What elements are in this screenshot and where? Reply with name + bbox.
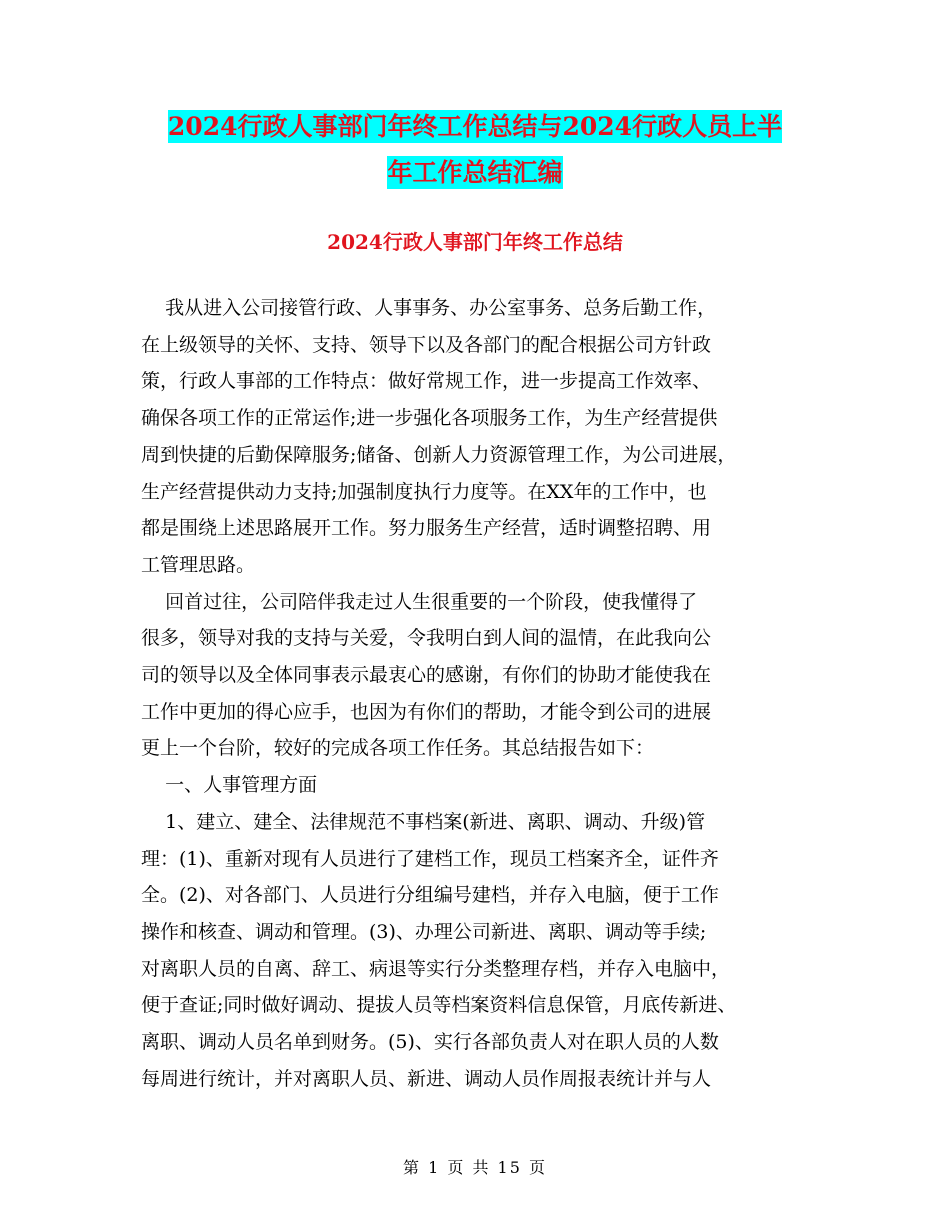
- body-line: 离职、调动人员名单到财务。(5)、实行各部负责人对在职人员的人数: [141, 1031, 719, 1053]
- document-title-line-2: 年工作总结汇编: [387, 158, 563, 187]
- body-line: 操作和核查、调动和管理。(3)、办理公司新进、离职、调动等手续;: [141, 920, 707, 943]
- body-line: 在上级领导的关怀、支持、领导下以及各部门的配合根据公司方针政: [141, 333, 712, 356]
- body-line: 工管理思路。: [141, 553, 256, 576]
- body-line: 回首过往，公司陪伴我走过人生很重要的一个阶段，使我懂得了: [141, 590, 698, 613]
- page-footer: 第 1 页 共 15 页: [403, 1158, 547, 1177]
- body-line: 都是围绕上述思路展开工作。努力服务生产经营，适时调整招聘、用: [141, 517, 712, 540]
- body-line: 确保各项工作的正常运作;进一步强化各项服务工作，为生产经营提供: [141, 407, 718, 430]
- body-line: 便于查证;同时做好调动、提拔人员等档案资料信息保管，月底传新进、: [141, 994, 737, 1017]
- body-line: 一、人事管理方面: [141, 774, 318, 797]
- body-line: 周到快捷的后勤保障服务;储备、创新人力资源管理工作，为公司进展，: [141, 443, 737, 466]
- body-line: 工作中更加的得心应手，也因为有你们的帮助，才能令到公司的进展: [141, 700, 712, 723]
- body-line: 全。(2)、对各部门、人员进行分组编号建档，并存入电脑，便于工作: [141, 884, 719, 907]
- body-line: 我从进入公司接管行政、人事事务、办公室事务、总务后勤工作，: [141, 297, 717, 319]
- body-line: 很多，领导对我的支持与关爱，令我明白到人间的温情，在此我向公: [141, 627, 712, 650]
- body-line: 生产经营提供动力支持;加强制度执行力度等。在XX年的工作中，也: [141, 480, 707, 503]
- body-line: 更上一个台阶，较好的完成各项工作任务。其总结报告如下：: [141, 737, 655, 760]
- body-line: 司的领导以及全体同事表示最衷心的感谢，有你们的协助才能使我在: [141, 664, 712, 686]
- body-line: 对离职人员的自离、辞工、病退等实行分类整理存档，并存入电脑中，: [141, 957, 731, 980]
- body-line: 每周进行统计，并对离职人员、新进、调动人员作周报表统计并与人: [141, 1067, 712, 1090]
- section-title: 2024行政人事部门年终工作总结: [327, 230, 623, 254]
- body-line: 策，行政人事部的工作特点：做好常规工作，进一步提高工作效率、: [141, 370, 712, 393]
- body-line: 理：(1)、重新对现有人员进行了建档工作，现员工档案齐全，证件齐: [141, 847, 719, 870]
- body-line: 1、建立、建全、法律规范不事档案(新进、离职、调动、升级)管: [141, 810, 706, 833]
- document-title-line-1: 2024行政人事部门年终工作总结与2024行政人员上半: [167, 112, 783, 141]
